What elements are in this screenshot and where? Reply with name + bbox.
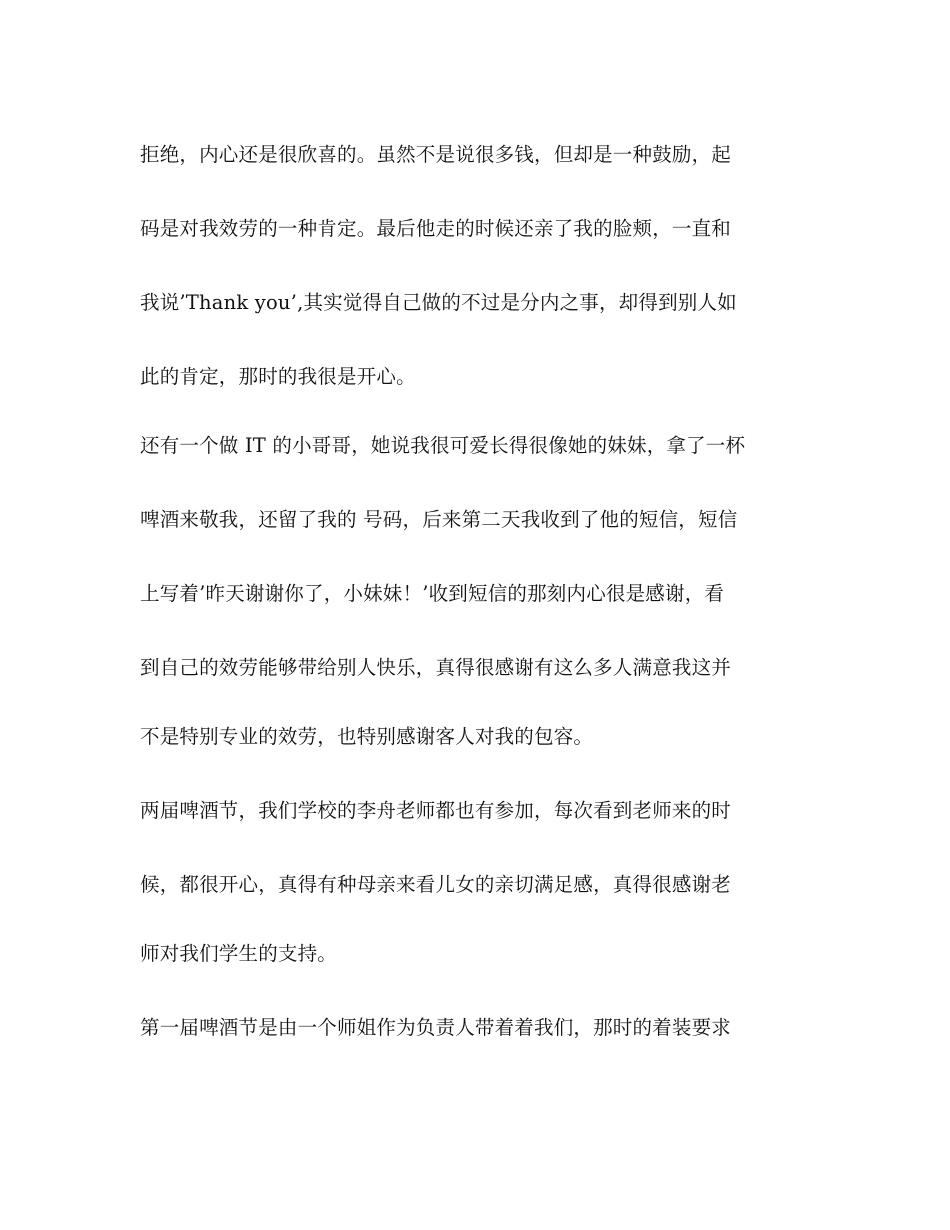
- text-line: 此的肯定，那时的我很是开心。: [140, 365, 416, 388]
- text-line: 啤酒来敬我，还留了我的 号码，后来第二天我收到了他的短信，短信: [140, 508, 738, 531]
- text-line: 到自己的效劳能够带给别人快乐，真得很感谢有这么多人满意我这并: [140, 656, 732, 679]
- text-line: 第一届啤酒节是由一个师姐作为负责人带着着我们，那时的着装要求: [140, 1016, 732, 1039]
- text-line: 码是对我效劳的一种肯定。最后他走的时候还亲了我的脸颊，一直和: [140, 217, 732, 240]
- text-line: 上写着’昨天谢谢你了，小妹妹！’收到短信的那刻内心很是感谢，看: [140, 582, 725, 605]
- text-line: 不是特别专业的效劳，也特别感谢客人对我的包容。: [140, 725, 594, 748]
- text-line: 两届啤酒节，我们学校的李舟老师都也有参加，每次看到老师来的时: [140, 799, 732, 822]
- text-line: 拒绝，内心还是很欣喜的。虽然不是说很多钱，但却是一种鼓励，起: [140, 143, 732, 166]
- text-line: 我说’Thank you’,其实觉得自己做的不过是分内之事，却得到别人如: [140, 291, 737, 314]
- text-line: 候，都很开心，真得有种母亲来看儿女的亲切满足感，真得很感谢老: [140, 873, 732, 896]
- text-line: 还有一个做 IT 的小哥哥，她说我很可爱长得很像她的妹妹，拿了一杯: [140, 434, 746, 457]
- text-line: 师对我们学生的支持。: [140, 942, 338, 965]
